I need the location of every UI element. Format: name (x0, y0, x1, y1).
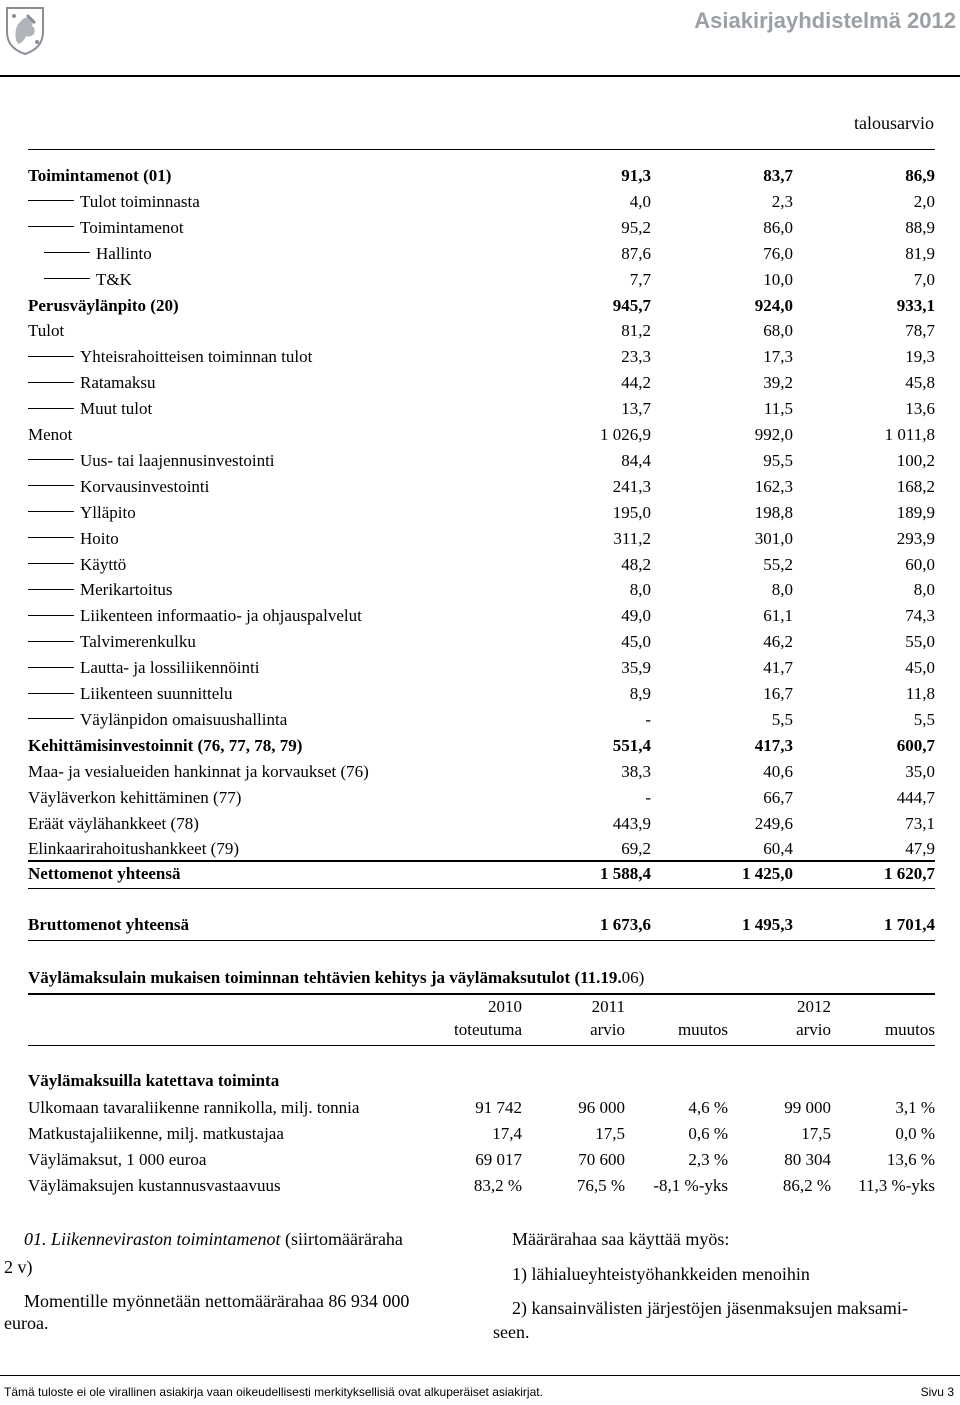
row-label: Lautta- ja lossiliikennöinti (28, 656, 259, 680)
finnish-lion-coat-of-arms-icon (4, 4, 46, 56)
table-row (28, 708, 935, 732)
value-col-3: 73,1 (905, 813, 935, 833)
hdr-top-2: 2011 (591, 997, 625, 1016)
value-col-1: 95,2 (621, 217, 651, 237)
row-label: Kehittämisinvestoinnit (76, 77, 78, 79) (28, 735, 303, 755)
value-col-1: 241,3 (612, 476, 651, 496)
footer-divider (0, 1375, 960, 1376)
value-col-1: 69,2 (621, 839, 651, 859)
value-col-2: 96 000 (578, 1098, 625, 1117)
paragraph-heading (24, 1225, 474, 1253)
row-label: Matkustajaliikenne, milj. matkustajaa (28, 1124, 284, 1143)
header-divider (0, 75, 960, 77)
table-row (28, 371, 935, 395)
value-col-2: 17,5 (595, 1124, 625, 1143)
value-col-3: 11,8 (905, 684, 935, 703)
value-col-4: 17,5 (801, 1124, 831, 1143)
value-col-2: 46,2 (763, 632, 793, 652)
value-col-1: 195,0 (612, 502, 651, 522)
value-col-4: 86,2 % (782, 1176, 831, 1195)
value-col-3: 13,6 (905, 399, 935, 419)
value-col-2: 16,7 (763, 684, 793, 703)
row-label: Merikartoitus (28, 578, 173, 602)
value-col-3: 7,0 (913, 269, 935, 289)
value-col-2: 76,5 % (576, 1176, 625, 1195)
value-col-3: 78,7 (905, 321, 935, 341)
table-row (28, 578, 935, 602)
value-col-3: 2,0 (913, 191, 935, 211)
value-col-3: 19,3 (905, 347, 935, 367)
value-col-3: 168,2 (896, 476, 935, 496)
value-col-1: 45,0 (621, 632, 651, 652)
value-col-2: 10,0 (763, 269, 793, 289)
value-col-1: 23,3 (621, 347, 651, 367)
section2-header-bottom (28, 1018, 935, 1042)
value-col-3: 55,0 (905, 632, 935, 652)
item-number: 01. (24, 1229, 47, 1249)
row-label: Uus- tai laajennusinvestointi (28, 449, 275, 473)
value-col-2: 83,7 (763, 166, 793, 185)
hdr-bottom-3: muutos (677, 1020, 728, 1039)
value-col-2: 60,4 (763, 839, 793, 859)
value-col-3: 189,9 (896, 502, 935, 522)
table-row (28, 553, 935, 577)
value-col-1: 49,0 (621, 606, 651, 626)
value-col-5: 3,1 % (895, 1098, 935, 1117)
value-col-1: 48,2 (621, 554, 651, 574)
value-col-3: 293,9 (896, 528, 935, 548)
value-col-1: 13,7 (621, 399, 651, 419)
value-col-1: 551,4 (612, 735, 651, 755)
row-label: Menot (28, 425, 73, 444)
gross-total-row (28, 913, 935, 937)
row-label: Väylänpidon omaisuushallinta (28, 708, 287, 732)
value-col-1: 7,7 (629, 269, 651, 289)
value-col-1: 4,0 (629, 191, 651, 211)
column-header-budget: talousarvio (854, 113, 934, 133)
appropriation-text-cont: euroa. (4, 1313, 49, 1333)
value-col-3: 444,7 (896, 787, 935, 807)
value-col-3: -8,1 %-yks (653, 1176, 728, 1195)
value-col-1: 38,3 (621, 761, 651, 781)
table-header-divider (28, 149, 935, 150)
net-total-v1: 1 588,4 (600, 864, 651, 883)
net-total-row (28, 862, 935, 886)
net-total-label: Nettomenot yhteensä (28, 864, 181, 883)
value-col-3: 81,9 (905, 243, 935, 263)
row-label: Käyttö (28, 553, 126, 577)
value-col-1: - (645, 709, 651, 729)
row-label: Hallinto (28, 242, 152, 266)
value-col-3: 100,2 (896, 450, 935, 470)
table-row (28, 449, 935, 473)
item-title: Liikenneviraston toimintamenot (51, 1229, 281, 1249)
table-row (28, 734, 935, 758)
table-row (28, 604, 935, 628)
row-label: Perusväylänpito (20) (28, 295, 179, 315)
value-col-2: 39,2 (763, 373, 793, 393)
table-row (28, 656, 935, 680)
document-title: Asiakirjayhdistelmä 2012 (694, 8, 956, 33)
table-row (28, 345, 935, 369)
value-col-2: 924,0 (754, 295, 793, 315)
row-label: Maa- ja vesialueiden hankinnat ja korvaukset (76) (28, 761, 369, 781)
value-col-3: 0,6 % (688, 1124, 728, 1143)
table-row (28, 475, 935, 499)
section2-header-top (28, 995, 935, 1019)
gross-total-v2: 1 495,3 (742, 915, 793, 934)
section2-subheading: Väylämaksuilla katettava toiminta (28, 1071, 280, 1090)
usage-item-1: 1) lähialueyhteistyöhankkeiden menoihin (512, 1264, 810, 1284)
section-title-text: Väylämaksulain mukaisen toiminnan tehtävien kehitys ja väylämaksutulot (11.19. (28, 968, 622, 987)
value-col-1: 87,6 (621, 243, 651, 263)
appropriation-text: Momentille myönnetään nettomäärärahaa 86 934 000 (24, 1291, 410, 1311)
hdr-bottom-5: muutos (884, 1020, 935, 1039)
usage-item-2-cont: seen. (493, 1322, 530, 1342)
net-total-v3: 1 620,7 (884, 864, 935, 883)
table-row (28, 760, 935, 784)
value-col-2: 417,3 (754, 735, 793, 755)
usage-intro: Määrärahaa saa käyttää myös: (512, 1229, 730, 1249)
value-col-2: 5,5 (771, 709, 793, 729)
table-row (28, 319, 935, 343)
row-label: Tulot (28, 321, 65, 341)
table-row (28, 837, 935, 861)
value-col-3: 86,9 (905, 166, 935, 185)
value-col-2: 198,8 (754, 502, 793, 522)
table-row (28, 423, 935, 447)
row-label: Väylämaksut, 1 000 euroa (28, 1150, 207, 1169)
value-col-1: 8,0 (629, 580, 651, 600)
row-label: Hoito (28, 527, 119, 551)
value-col-2: 66,7 (763, 787, 793, 807)
table-row (28, 268, 935, 292)
usage-item-2: 2) kansainvälisten järjestöjen jäsenmaksujen maksami- (512, 1298, 908, 1318)
value-col-2: 86,0 (763, 217, 793, 237)
row-label: Toimintamenot (01) (28, 166, 172, 185)
hdr-top-1: 2010 (488, 997, 522, 1016)
value-col-3: 60,0 (905, 554, 935, 574)
value-col-1: 83,2 % (473, 1176, 522, 1195)
value-col-2: 61,1 (763, 606, 793, 626)
table-row (28, 216, 935, 240)
table-row (28, 501, 935, 525)
value-col-3: 88,9 (905, 217, 935, 237)
page-number: Sivu 3 (920, 1385, 954, 1399)
value-col-2: 40,6 (763, 761, 793, 781)
value-col-1: 84,4 (621, 450, 651, 470)
row-label: Eräät väylähankkeet (78) (28, 813, 199, 833)
table-row (28, 1122, 935, 1146)
section-title (28, 968, 644, 988)
value-col-1: - (645, 787, 651, 807)
row-label: Yhteisrahoitteisen toiminnan tulot (28, 345, 312, 369)
value-col-2: 162,3 (754, 476, 793, 496)
value-col-2: 95,5 (763, 450, 793, 470)
row-label: Elinkaarirahoitushankkeet (79) (28, 839, 240, 859)
table-row (28, 630, 935, 654)
value-col-5: 0,0 % (895, 1124, 935, 1143)
row-label: Väylämaksujen kustannusvastaavuus (28, 1176, 281, 1195)
value-col-3: 8,0 (913, 580, 935, 600)
row-label: Ulkomaan tavaraliikenne rannikolla, milj. tonnia (28, 1098, 360, 1117)
value-col-2: 249,6 (754, 813, 793, 833)
value-col-1: 91 742 (475, 1098, 522, 1117)
value-col-1: 311,2 (613, 528, 651, 548)
value-col-3: 600,7 (896, 735, 935, 755)
value-col-3: 74,3 (905, 606, 935, 626)
value-col-2: 55,2 (763, 554, 793, 574)
value-col-2: 2,3 (771, 191, 793, 211)
gross-total-v3: 1 701,4 (884, 915, 935, 934)
value-col-3: 45,0 (905, 658, 935, 678)
value-col-2: 68,0 (763, 321, 793, 341)
row-label: Liikenteen suunnittelu (28, 682, 233, 706)
table-row (28, 164, 935, 188)
table-row (28, 190, 935, 214)
value-col-1: 81,2 (621, 321, 651, 341)
value-col-1: 69 017 (475, 1150, 522, 1169)
section2-header-rule (28, 1045, 935, 1046)
section-title-code: 06) (621, 968, 645, 987)
row-label: Toimintamenot (28, 216, 184, 240)
row-label: T&K (28, 268, 132, 292)
item-type-cont: 2 v) (4, 1257, 33, 1277)
value-col-2: 70 600 (578, 1150, 625, 1169)
value-col-3: 933,1 (896, 295, 935, 315)
value-col-5: 11,3 %-yks (858, 1176, 935, 1195)
row-label: Väyläverkon kehittäminen (77) (28, 787, 242, 807)
hdr-bottom-4: arvio (796, 1020, 831, 1039)
gross-total-bottom-rule (28, 940, 935, 941)
value-col-2: 8,0 (771, 580, 793, 600)
value-col-4: 80 304 (784, 1150, 831, 1169)
row-label: Talvimerenkulku (28, 630, 196, 654)
table-row (28, 1096, 935, 1120)
table-row (28, 1174, 935, 1198)
table-row (28, 682, 935, 706)
item-type: (siirtomääräraha (284, 1229, 403, 1249)
value-col-2: 992,0 (754, 425, 793, 444)
gross-total-v1: 1 673,6 (600, 915, 651, 934)
value-col-1: 945,7 (612, 295, 651, 315)
value-col-2: 301,0 (754, 528, 793, 548)
value-col-2: 17,3 (763, 347, 793, 367)
value-col-2: 76,0 (763, 243, 793, 263)
value-col-3: 35,0 (905, 761, 935, 781)
table-row (28, 397, 935, 421)
value-col-5: 13,6 % (886, 1150, 935, 1169)
net-total-bottom-rule (28, 888, 935, 889)
row-label: Tulot toiminnasta (28, 190, 200, 214)
value-col-1: 17,4 (492, 1124, 522, 1143)
value-col-1: 35,9 (621, 658, 651, 678)
row-label: Ylläpito (28, 501, 136, 525)
value-col-2: 11,5 (763, 399, 793, 419)
row-label: Muut tulot (28, 397, 152, 421)
value-col-3: 1 011,8 (884, 425, 935, 444)
value-col-4: 99 000 (784, 1098, 831, 1117)
gross-total-label: Bruttomenot yhteensä (28, 915, 190, 934)
value-col-3: 2,3 % (688, 1150, 728, 1169)
hdr-bottom-1: toteutuma (454, 1020, 522, 1039)
table-row (28, 1148, 935, 1172)
hdr-bottom-2: arvio (590, 1020, 625, 1039)
table-row (28, 812, 935, 836)
value-col-3: 5,5 (913, 709, 935, 729)
table-row (28, 294, 935, 318)
footer-disclaimer: Tämä tuloste ei ole virallinen asiakirja vaan oikeudellisesti merkityksellisiä ovat alkuperäiset asiakirjat. (4, 1385, 543, 1399)
value-col-2: 41,7 (763, 658, 793, 678)
value-col-1: 1 026,9 (600, 425, 651, 444)
value-col-1: 44,2 (621, 373, 651, 393)
row-label: Liikenteen informaatio- ja ohjauspalvelut (28, 604, 362, 628)
value-col-3: 45,8 (905, 373, 935, 393)
table-row (28, 242, 935, 266)
value-col-3: 47,9 (905, 839, 935, 859)
value-col-1: 8,9 (629, 684, 651, 703)
table-row (28, 527, 935, 551)
value-col-1: 443,9 (612, 813, 651, 833)
net-total-v2: 1 425,0 (742, 864, 793, 883)
row-label: Ratamaksu (28, 371, 156, 395)
value-col-3: 4,6 % (688, 1098, 728, 1117)
hdr-top-4: 2012 (797, 997, 831, 1016)
table-row (28, 786, 935, 810)
row-label: Korvausinvestointi (28, 475, 209, 499)
value-col-1: 91,3 (621, 166, 651, 185)
